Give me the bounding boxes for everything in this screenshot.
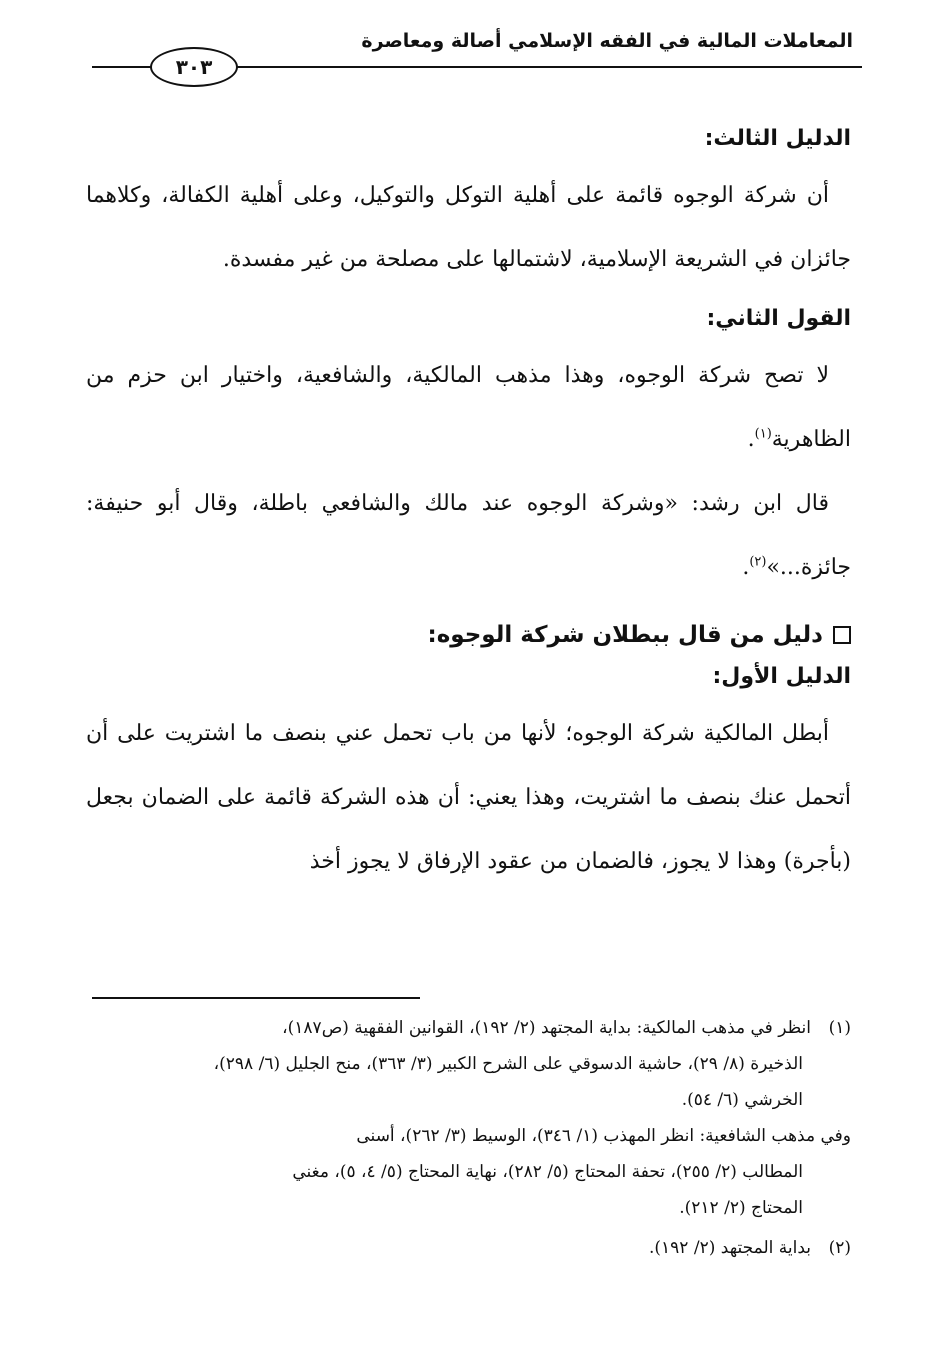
footnote-ref-1[interactable]: (١): [754, 426, 772, 442]
footnote-2-line: [86, 1230, 851, 1266]
footnote-1-text-5: المطالب (٢/ ٢٥٥)، تحفة المحتاج (٥/ ٢٨٢)، نهاية المحتاج (٥/ ٤، ٥)، مغني: [292, 1162, 803, 1182]
heading-third-evidence: الدليل الثالث:: [704, 126, 851, 151]
footnote-2: [86, 1230, 851, 1266]
footnote-1-text-1: انظر في مذهب المالكية: بداية المجتهد (٢/ ١٩٢)، القوانين الفقهية (ص١٨٧)،: [282, 1018, 811, 1038]
footnote-separator: [92, 997, 420, 999]
paragraph-second-opinion-text: لا تصح شركة الوجوه، وهذا مذهب المالكية، والشافعية، واختيار ابن حزم من الظاهرية: [86, 363, 851, 452]
footnotes: [86, 1010, 851, 1270]
section-heading-invalidity-evidence: [86, 620, 851, 650]
paragraph-ibn-rushd-quote: [86, 472, 851, 600]
checkbox-square-icon: [833, 626, 851, 644]
heading-second-opinion: القول الثاني:: [706, 306, 851, 331]
footnote-1-line: [86, 1010, 851, 1046]
page-number: ٣٠٣: [175, 55, 213, 79]
paragraph-second-opinion-end: .: [747, 427, 755, 452]
paragraph-third-evidence: أن شركة الوجوه قائمة على أهلية التوكل والتوكيل، وعلى أهلية الكفالة، وكلاهما جائزان في الشريعة الإسلامية، لاشتمالها على مصلحة من غير مفسدة.: [86, 183, 851, 272]
footnote-ref-2[interactable]: (٢): [749, 554, 767, 570]
running-header-title: المعاملات المالية في الفقه الإسلامي أصالة ومعاصرة: [361, 30, 853, 52]
footnote-1-text-3: الخرشي (٦/ ٥٤).: [681, 1090, 803, 1110]
page-number-badge: [150, 47, 238, 87]
footnote-2-text-1: بداية المجتهد (٢/ ١٩٢).: [649, 1238, 811, 1258]
footnote-1-number: (١): [828, 1018, 851, 1038]
heading-first-evidence: الدليل الأول:: [712, 664, 851, 689]
footnote-1-text-4: وفي مذهب الشافعية: انظر المهذب (١/ ٣٤٦)، الوسيط (٣/ ٢٦٢)، أسنى: [356, 1126, 851, 1146]
footnote-1-text-6: المحتاج (٢/ ٢١٢).: [679, 1198, 803, 1218]
footnote-1: [86, 1010, 851, 1226]
section-heading-text: دليل من قال ببطلان شركة الوجوه:: [427, 622, 823, 648]
paragraph-second-opinion: [86, 344, 851, 472]
main-text: [86, 112, 851, 894]
paragraph-ibn-rushd-end: .: [742, 555, 750, 580]
paragraph-first-evidence: أبطل المالكية شركة الوجوه؛ لأنها من باب تحمل عني بنصف ما اشتريت على أن أتحمل عنك بنصف ما اشتريت، وهذا يعني: أن هذه الشركة قائمة على الضمان بجعل (بأجرة) وهذا لا يجوز، فالضمان من عقود الإرفاق لا يجوز أخذ: [86, 721, 851, 874]
footnote-1-text-2: الذخيرة (٨/ ٢٩)، حاشية الدسوقي على الشرح الكبير (٣/ ٣٦٣)، منح الجليل (٦/ ٢٩٨)،: [213, 1054, 803, 1074]
paragraph-ibn-rushd-text: قال ابن رشد: «وشركة الوجوه عند مالك والشافعي باطلة، وقال أبو حنيفة: جائزة...»: [86, 491, 851, 580]
footnote-2-number: (٢): [828, 1238, 851, 1258]
